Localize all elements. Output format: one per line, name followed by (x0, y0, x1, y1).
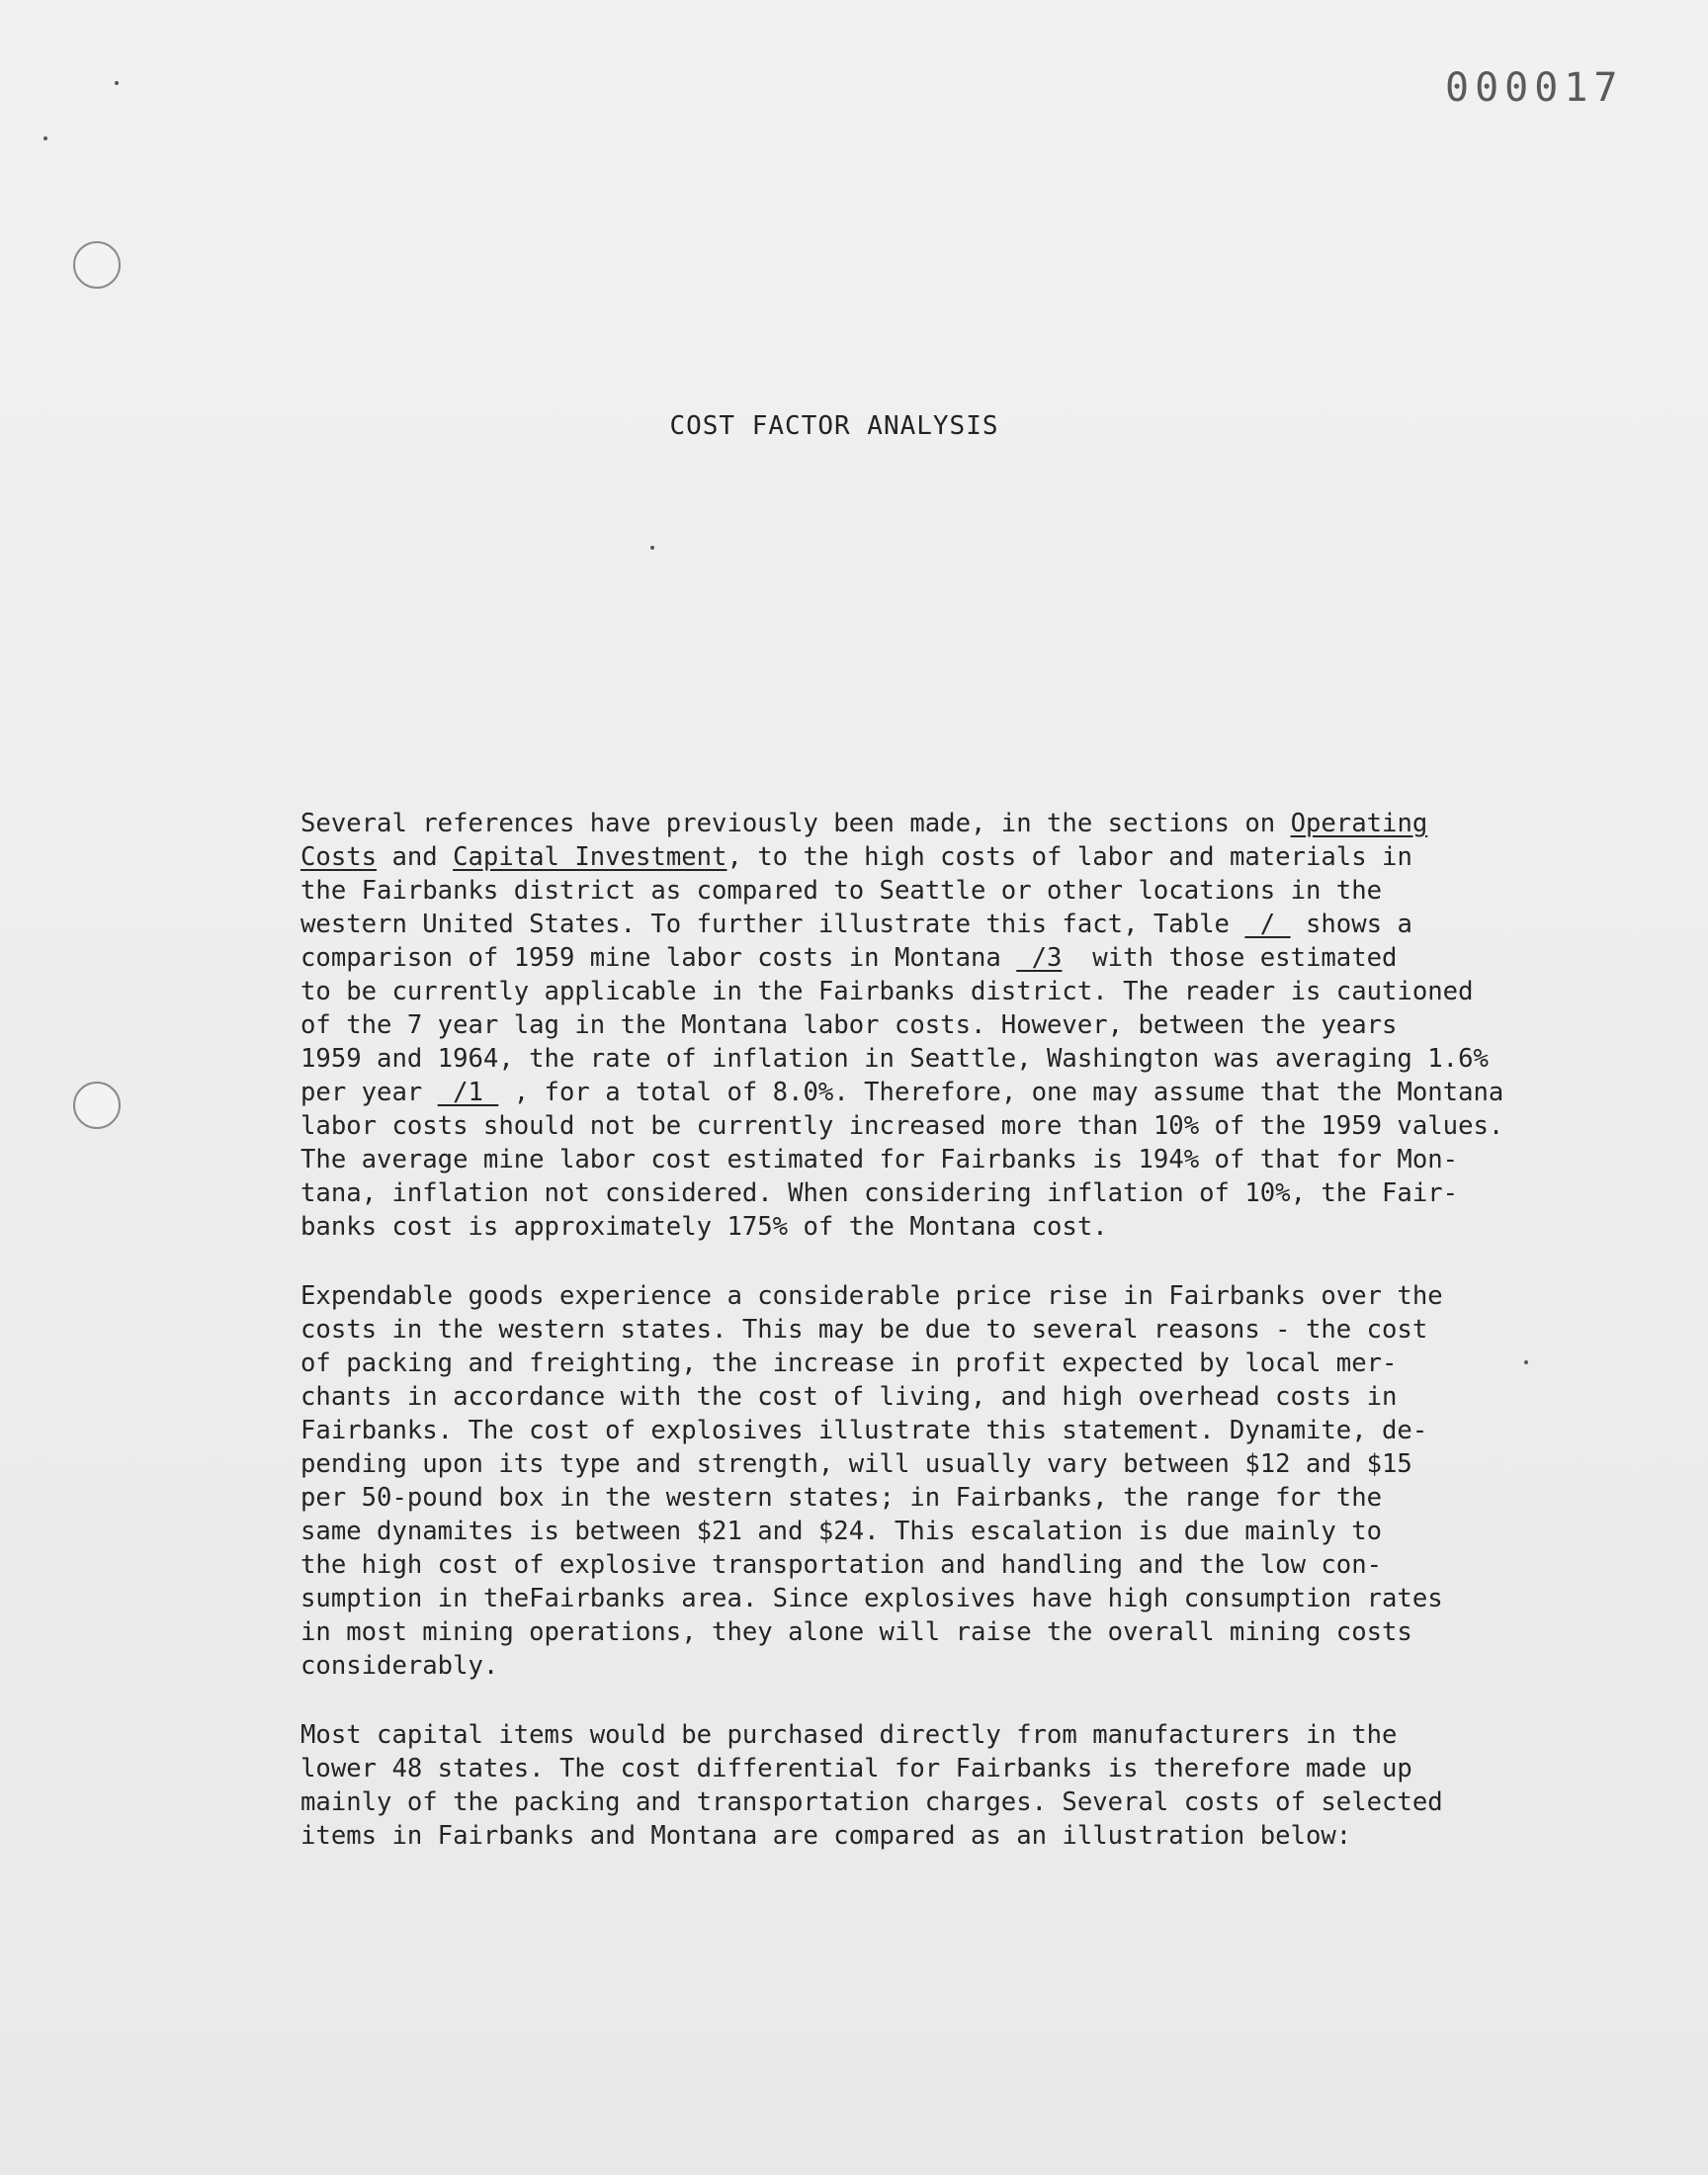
text-line (300, 1481, 1635, 1515)
text-segment: 1959 and 1964, the rate of inflation in Seattle, Washington was averaging 1.6% (300, 1044, 1489, 1074)
underlined-text: Operating (1290, 809, 1428, 838)
text-line (300, 1076, 1635, 1109)
text-segment: same dynamites is between $21 and $24. This escalation is due mainly to (300, 1517, 1383, 1546)
text-line (300, 1718, 1635, 1752)
text-segment: the Fairbanks district as compared to Seattle or other locations in the (300, 876, 1383, 906)
underlined-text: /1 (437, 1078, 499, 1107)
text-segment: , to the high costs of labor and materials in (726, 842, 1412, 872)
text-line (300, 1008, 1635, 1042)
document-body (300, 807, 1635, 1888)
text-segment: in most mining operations, they alone will raise the overall mining costs (300, 1617, 1412, 1647)
text-line (300, 1515, 1635, 1548)
text-segment: sumption in theFairbanks area. Since explosives have high consumption rates (300, 1584, 1443, 1613)
text-line (300, 840, 1635, 874)
underlined-text: /3 (1016, 943, 1063, 973)
text-segment: of the 7 year lag in the Montana labor costs. However, between the years (300, 1010, 1398, 1040)
speck (43, 136, 47, 140)
text-line (300, 1042, 1635, 1076)
paragraph (300, 807, 1635, 1244)
text-line (300, 1548, 1635, 1582)
text-line (300, 1785, 1635, 1819)
text-segment: banks cost is approximately 175% of the Montana cost. (300, 1212, 1108, 1242)
text-segment: per 50-pound box in the western states; in Fairbanks, the range for the (300, 1483, 1383, 1513)
paragraph (300, 1718, 1635, 1853)
text-segment: western United States. To further illustrate this fact, Table (300, 910, 1245, 939)
text-segment: of packing and freighting, the increase in profit expected by local mer- (300, 1348, 1398, 1378)
text-line (300, 975, 1635, 1008)
text-line (300, 1143, 1635, 1176)
text-segment: considerably. (300, 1651, 499, 1681)
text-line (300, 1210, 1635, 1244)
underlined-text: / (1244, 910, 1291, 939)
text-line (300, 874, 1635, 908)
punch-hole-middle (73, 1082, 121, 1129)
text-line (300, 1176, 1635, 1210)
text-line (300, 1582, 1635, 1615)
text-line (300, 1347, 1635, 1380)
text-segment: Several references have previously been made, in the sections on (300, 809, 1291, 838)
text-line (300, 1819, 1635, 1853)
text-line (300, 1279, 1635, 1313)
text-segment: items in Fairbanks and Montana are compared as an illustration below: (300, 1821, 1352, 1851)
page-title: COST FACTOR ANALYSIS (669, 411, 999, 441)
text-segment: comparison of 1959 mine labor costs in Montana (300, 943, 1017, 973)
text-segment: with those estimated (1062, 943, 1398, 973)
speck (115, 81, 119, 85)
text-segment: the high cost of explosive transportation and handling and the low con- (300, 1550, 1383, 1580)
page-number: 000017 (1445, 65, 1624, 111)
text-line (300, 1615, 1635, 1649)
text-line (300, 1752, 1635, 1785)
text-line (300, 1447, 1635, 1481)
text-segment: chants in accordance with the cost of living, and high overhead costs in (300, 1382, 1398, 1412)
text-segment: per year (300, 1078, 438, 1107)
text-segment: tana, inflation not considered. When considering inflation of 10%, the Fair- (300, 1178, 1459, 1208)
text-segment: Most capital items would be purchased directly from manufacturers in the (300, 1720, 1398, 1750)
underlined-text: Costs (300, 842, 378, 872)
text-segment: , for a total of 8.0%. Therefore, one may assume that the Montana (498, 1078, 1504, 1107)
text-segment: lower 48 states. The cost differential for Fairbanks is therefore made up (300, 1754, 1412, 1784)
text-line (300, 908, 1635, 941)
text-line (300, 1313, 1635, 1347)
text-segment: costs in the western states. This may be due to several reasons - the cost (300, 1315, 1428, 1345)
text-segment: Fairbanks. The cost of explosives illustrate this statement. Dynamite, de- (300, 1416, 1428, 1445)
text-line (300, 1109, 1635, 1143)
text-segment: pending upon its type and strength, will usually vary between $12 and $15 (300, 1449, 1412, 1479)
paragraph (300, 1279, 1635, 1683)
underlined-text: Capital Investment (453, 842, 727, 872)
text-line (300, 807, 1635, 840)
text-line (300, 1380, 1635, 1414)
text-line (300, 1414, 1635, 1447)
text-segment: mainly of the packing and transportation charges. Several costs of selected (300, 1787, 1443, 1817)
punch-hole-top (73, 241, 121, 289)
text-segment: to be currently applicable in the Fairbanks district. The reader is cautioned (300, 977, 1474, 1006)
text-segment: labor costs should not be currently increased more than 10% of the 1959 values. (300, 1111, 1504, 1141)
text-segment: The average mine labor cost estimated for Fairbanks is 194% of that for Mon- (300, 1145, 1459, 1174)
text-segment: shows a (1290, 910, 1412, 939)
text-line (300, 941, 1635, 975)
text-segment: and (377, 842, 454, 872)
speck (650, 546, 654, 550)
text-line (300, 1649, 1635, 1683)
text-segment: Expendable goods experience a considerable price rise in Fairbanks over the (300, 1281, 1443, 1311)
